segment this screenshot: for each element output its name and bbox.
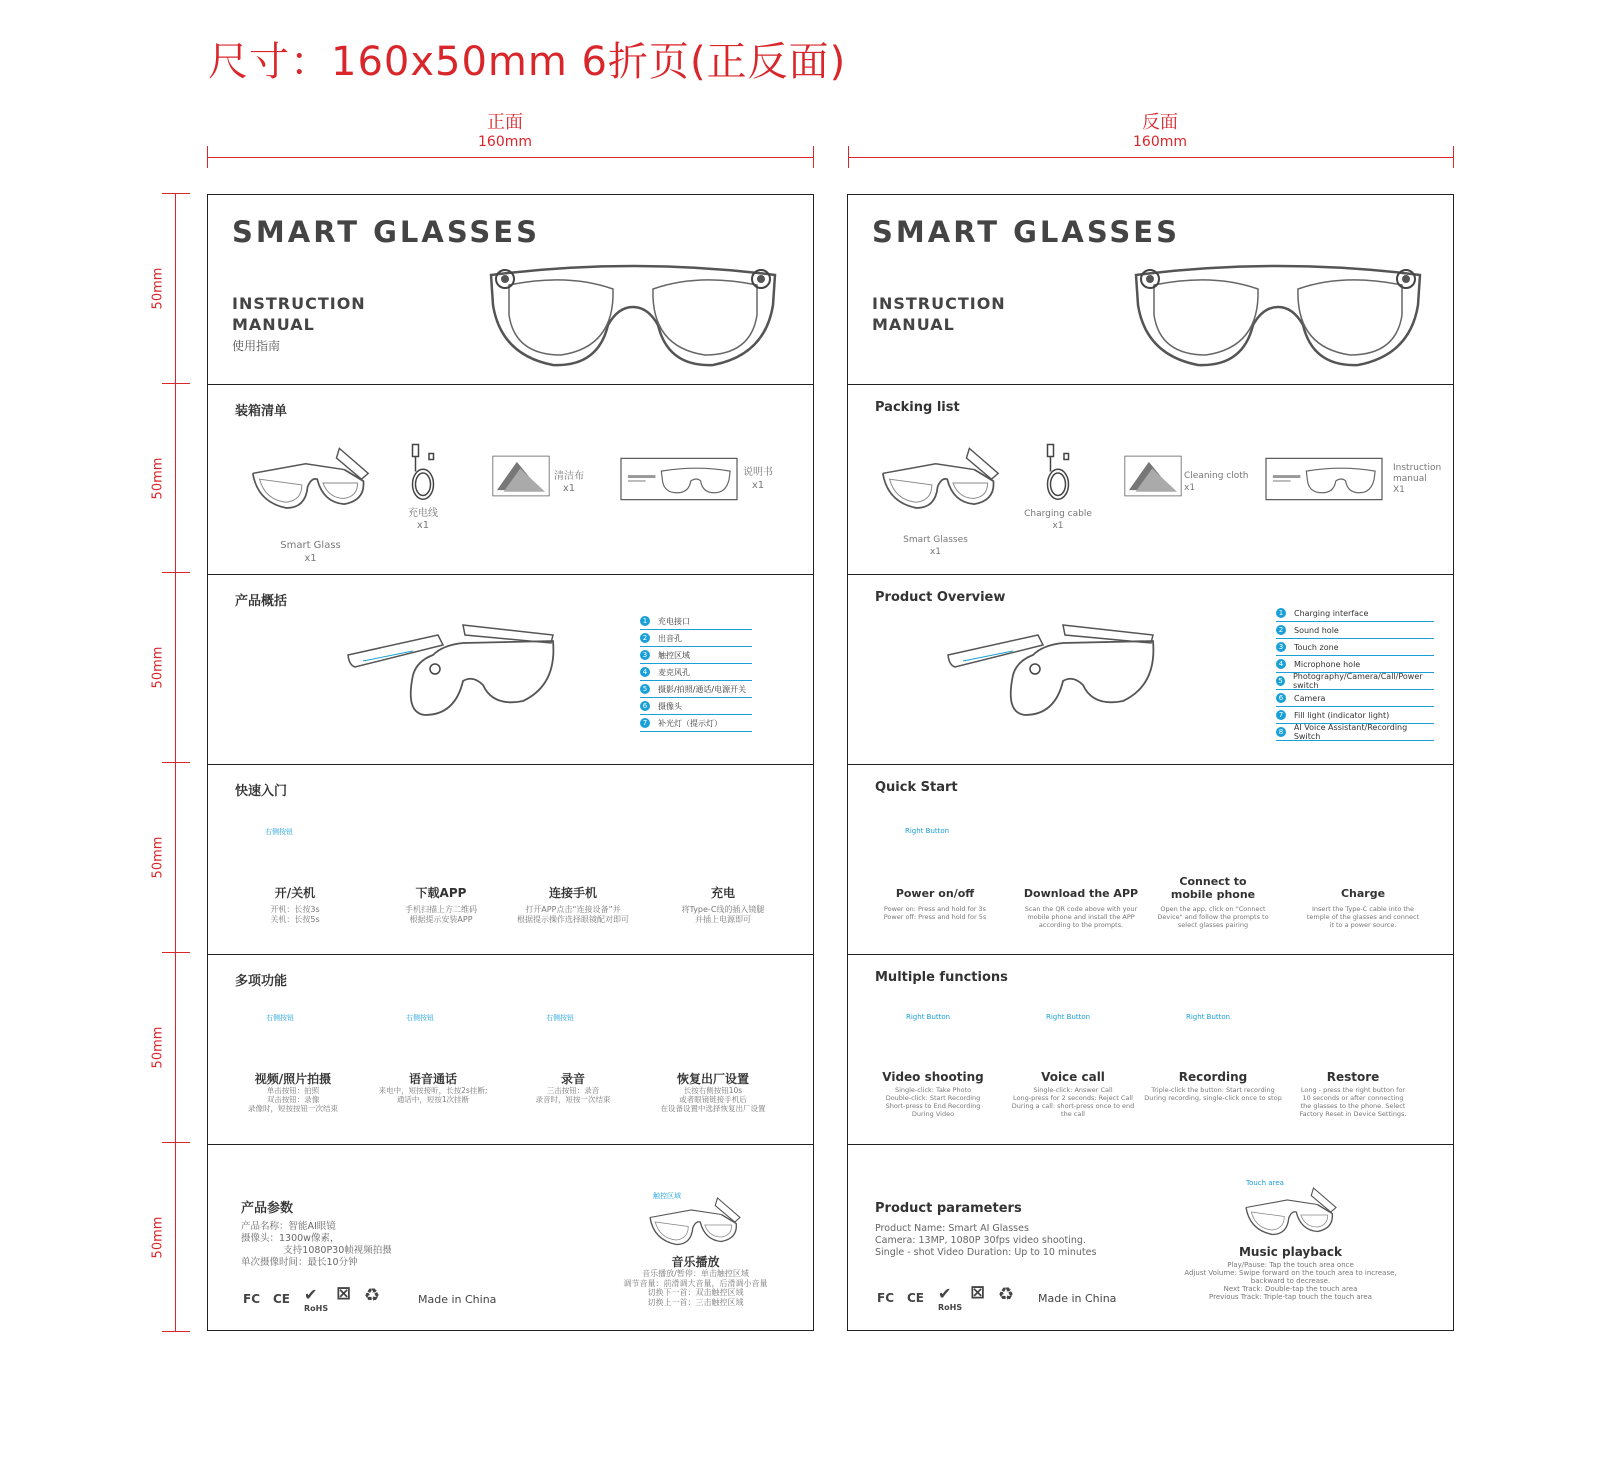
fc-mark: FC [243,1292,261,1306]
quick-desc: 手机扫描上方二维码 根据提示安装APP [405,905,477,924]
fc-mark: FC [877,1291,895,1305]
manual-title [232,293,366,335]
row-height-label: 50mm [150,836,166,879]
section-title: Product parameters [875,1201,1022,1216]
section-title: Product Overview [875,590,1006,605]
function-desc: 来电中，短按接听，长按2s挂断; 通话中，短按1次挂断 [378,1086,488,1104]
restore-icon [1324,1003,1382,1061]
brand-title: SMART GLASSES [872,215,1180,249]
function-desc: Single-click: Take Photo Double-click: Start Recording Short-press to End Recording During Video [885,1086,981,1118]
legend-item [640,647,752,664]
legend-label: Charging interface [1294,608,1369,618]
legend-item [640,715,752,732]
function-desc: 单击按钮：拍照 双击按钮：录像 录像时，短按按钮一次结束 [248,1086,338,1113]
music-title: Music playback [1238,1245,1343,1259]
made-in-china: Made in China [418,1293,497,1306]
legend-number: 7 [640,718,650,728]
ce-mark: CE [273,1292,291,1306]
rail-tick [162,762,190,763]
legend-label: Microphone hole [1294,659,1361,669]
front-params [208,1145,813,1330]
glasses-side-icon [882,815,982,879]
legend-label: 麦克风孔 [658,667,690,677]
front-packing [208,385,813,575]
cable-label: Charging cable [1024,509,1092,519]
page-title: 尺寸：160x50mm 6折页(正反面) [208,39,847,85]
section-title: 产品参数 [241,1201,294,1216]
quick-label: 充电 [710,886,735,900]
legend-label: Touch zone [1294,642,1339,652]
cable-qty: x1 [1052,521,1064,531]
back-size: 160mm [1133,134,1187,150]
function-desc: Long - press the right button for 10 seconds or after connecting the glasses to the phone. Select Factory Reset in Device Settings. [1299,1086,1407,1118]
right-button-tag: 右侧按钮 [546,1014,574,1022]
quick-label: 下载APP [415,886,467,900]
front-quick-start [208,765,813,955]
rail-tick [162,383,190,384]
manual-booklet-icon [620,457,738,501]
front-dimension-tick-left [207,146,208,168]
legend-item [1276,707,1434,724]
quick-desc: 打开APP点击“连接设备”并 根据提示操作选择眼镜配对即可 [517,905,629,924]
cable-qty: x1 [416,520,430,531]
legend-item [1276,605,1434,622]
quick-label: Charge [1340,887,1386,900]
rohs-mark: ✔ RoHS [304,1285,329,1313]
manual-label: Instruction manual [1393,463,1442,484]
quick-desc: 开机：长按3s 关机：长按5s [270,905,320,924]
cloth-icon [1124,453,1182,499]
music-glasses-illustration [1236,1185,1346,1245]
cloth-qty: x1 [562,483,576,494]
function-desc: 长按右侧按钮10s 或者眼镜链接手机后 在设备设置中选择恢复出厂设置 [660,1086,766,1113]
legend-number: 7 [1276,710,1286,720]
manual-label: 说明书 [743,467,773,478]
weee-bin-icon: ⊠ [336,1283,352,1304]
cloth-qty: x1 [1184,483,1196,493]
legend-label: Sound hole [1294,625,1339,635]
front-label: 正面 [487,112,523,133]
usb-c-charger-icon [1318,823,1413,861]
manual-qty: X1 [1393,485,1405,495]
made-in-china: Made in China [1038,1292,1117,1305]
function-desc: Single-click: Answer Call Long-press for 2 seconds: Reject Call During a call: short-press once to end the call [1011,1086,1135,1118]
section-title: 多项功能 [235,974,288,989]
legend-number: 6 [1276,693,1286,703]
function-desc: 三击按钮：录音 录音时，短按一次结束 [535,1086,611,1104]
manual-line1: INSTRUCTION [872,294,1006,313]
param-line: 支持1080P30帧视频拍摄 [241,1245,392,1256]
music-title: 音乐播放 [671,1255,720,1269]
back-dimension-tick-left [848,146,849,168]
param-line: Product Name: Smart AI Glasses [875,1223,1029,1234]
rohs-mark: ✔ RoHS [938,1284,963,1312]
section-title: 快速入门 [235,784,288,799]
glass-label: Smart Glasses [903,535,968,545]
glasses-side-icon [242,815,342,879]
right-button-tag: Right Button [1046,1013,1091,1021]
front-overview [208,575,813,765]
manual-line1: INSTRUCTION [232,294,366,313]
manual-line2: MANUAL [872,315,955,334]
row-height-label: 50mm [150,646,166,689]
section-title: 装箱清单 [235,404,288,419]
legend-label: Camera [1294,693,1326,703]
glass-qty: x1 [304,553,317,564]
legend-number: 5 [640,684,650,694]
legend-number: 5 [1276,676,1285,686]
back-params [848,1145,1453,1330]
function-label: 视频/照片拍摄 [254,1072,332,1086]
quick-label: Download the APP [1023,887,1139,900]
overview-glasses-illustration [943,615,1163,725]
legend-item [640,664,752,681]
manual-title [872,293,1006,335]
cable-icon [1043,443,1073,503]
qr-code-icon [392,815,454,877]
brand-title: SMART GLASSES [232,215,540,249]
music-desc: 音乐播放/暂停：单击触控区域 调节音量：前滑调大音量，后滑调小音量 切换下一首：双击触控区域 切换上一首：三击触控区域 [623,1269,768,1307]
function-label: Recording [1178,1070,1248,1084]
manual-line2: MANUAL [232,315,315,334]
cloth-label: 清洁布 [554,471,584,482]
cable-icon [408,443,438,503]
param-line: Camera: 13MP, 1080P 30fps video shooting. [875,1235,1086,1246]
legend-number: 8 [1276,727,1286,737]
restore-icon [684,1003,742,1061]
rohs-text: RoHS [938,1303,963,1312]
front-size: 160mm [478,134,532,150]
front-panel [207,194,814,1331]
params-list [875,1223,1096,1259]
quick-desc: Insert the Type-C cable into the temple of the glasses and connect it to a power source. [1306,905,1420,929]
row-height-label: 50mm [150,457,166,500]
legend-number: 2 [1276,625,1286,635]
rail-tick [162,1331,190,1332]
legend-item [640,613,752,630]
section-title: Packing list [875,400,960,415]
ce-mark: CE [907,1291,925,1305]
quick-label: Power on/off [895,887,975,900]
quick-label: 连接手机 [548,886,597,900]
right-button-tag: Right Button [1186,1013,1231,1021]
rohs-text: RoHS [304,1304,329,1313]
legend-number: 6 [640,701,650,711]
touch-area-tag: Touch area [1246,1179,1284,1187]
legend-number: 4 [640,667,650,677]
smart-glass-icon [248,443,373,523]
legend-item [1276,639,1434,656]
rail-tick [162,952,190,953]
legend-number: 3 [1276,642,1286,652]
param-line: 产品名称：智能AI眼镜 [241,1221,336,1232]
right-button-tag: Right Button [905,827,950,835]
param-line: Single - shot Video Duration: Up to 10 minutes [875,1247,1097,1258]
quick-desc: Scan the QR code above with your mobile phone and install the APP according to the prompts. [1024,905,1138,929]
back-dimension-line [848,157,1453,158]
section-title: Quick Start [875,780,958,795]
manual-cn: 使用指南 [232,339,281,353]
quick-label: Connect to mobile phone [1170,875,1256,901]
quick-label: 开/关机 [274,886,316,900]
back-cover [848,195,1453,385]
function-label: 恢复出厂设置 [676,1072,749,1086]
legend-number: 3 [640,650,650,660]
phone-link-icon [540,813,598,881]
overview-glasses-illustration [343,615,563,725]
legend-label: Photography/Camera/Call/Power switch [1292,672,1423,690]
legend-item [1276,673,1434,690]
legend-item [640,630,752,647]
front-multi-functions [208,955,813,1145]
recycle-icon: ♻ [364,1285,381,1306]
legend-item [1276,690,1434,707]
glass-label: Smart Glass [280,540,341,551]
right-button-tag: Right Button [906,1013,951,1021]
music-glasses-illustration [640,1195,750,1255]
legend-item [640,681,752,698]
legend-number: 4 [1276,659,1286,669]
phone-link-icon [1180,813,1238,881]
params-list [241,1221,392,1269]
cloth-label: Cleaning cloth [1184,471,1249,481]
front-cover [208,195,813,385]
front-dimension-line [207,157,813,158]
legend-label: Fill light (indicator light) [1294,710,1390,720]
legend-label: 补光灯（提示灯） [658,718,722,728]
param-line: 单次摄像时间：最长10分钟 [241,1257,358,1268]
front-dimension-tick-right [813,146,814,168]
overview-legend [640,613,752,732]
weee-bin-icon: ⊠ [970,1282,986,1303]
quick-desc: Power on: Press and hold for 3s Power off: Press and hold for 5s [883,905,987,921]
glasses-illustration [1128,255,1428,375]
right-button-tag: 右侧按钮 [266,1014,294,1022]
smart-glass-icon [878,443,1003,523]
section-title: Multiple functions [875,970,1008,985]
function-label: Voice call [1041,1070,1105,1084]
function-label: 录音 [560,1072,585,1086]
manual-booklet-icon [1265,457,1383,501]
quick-desc: 将Type-C线的插入镜腿 并插上电源即可 [681,905,765,924]
glass-qty: x1 [929,547,942,557]
legend-item [1276,724,1434,741]
back-quick-start [848,765,1453,955]
right-button-tag: 右侧按钮 [406,1014,434,1022]
legend-item [1276,622,1434,639]
function-label: 语音通话 [408,1072,457,1086]
glasses-illustration [483,255,783,375]
legend-label: AI Voice Assistant/Recording Switch [1293,723,1408,741]
legend-label: 充电接口 [658,616,690,626]
param-line: 摄像头：1300w像素， [241,1233,340,1244]
rail-tick [162,193,190,194]
section-title: 产品概括 [235,594,288,609]
cloth-icon [492,453,550,499]
legend-label: 触控区域 [658,650,690,660]
legend-number: 1 [1276,608,1286,618]
row-height-label: 50mm [150,267,166,310]
back-dimension-tick-right [1453,146,1454,168]
legend-label: 出音孔 [658,633,682,643]
function-label: Restore [1326,1070,1380,1084]
recycle-icon: ♻ [998,1284,1015,1305]
function-label: Video shooting [882,1070,984,1084]
legend-number: 2 [640,633,650,643]
rail-tick [162,1142,190,1143]
back-multi-functions [848,955,1453,1145]
manual-qty: x1 [751,480,765,491]
back-packing [848,385,1453,575]
legend-item [1276,656,1434,673]
back-overview [848,575,1453,765]
legend-item [640,698,752,715]
qr-code-icon [1032,815,1094,877]
right-button-tag: 右侧按钮 [265,828,293,836]
legend-label: 摄像头 [658,701,682,711]
quick-desc: Open the app, click on "Connect Device" and follow the prompts to select glasses pairing [1157,905,1269,929]
back-label: 反面 [1142,112,1178,133]
legend-label: 摄影/拍照/通话/电源开关 [658,684,747,694]
usb-c-charger-icon [678,823,773,861]
overview-legend [1276,605,1434,741]
cable-label: 充电线 [408,508,438,519]
rail-tick [162,572,190,573]
function-desc: Triple-click the button: Start recording During recording, single-click once to stop [1144,1086,1282,1102]
back-panel [847,194,1454,1331]
row-height-label: 50mm [150,1216,166,1258]
touch-area-tag: 触控区域 [653,1192,681,1200]
music-desc: Play/Pause: Tap the touch area once Adjust Volume: Swipe forward on the touch area to increase, backward to decrease. Next Track: Double-tap the touch area Previous Track: Triple-tap touch the touch area [1184,1261,1397,1301]
row-height-label: 50mm [150,1026,166,1069]
legend-number: 1 [640,616,650,626]
